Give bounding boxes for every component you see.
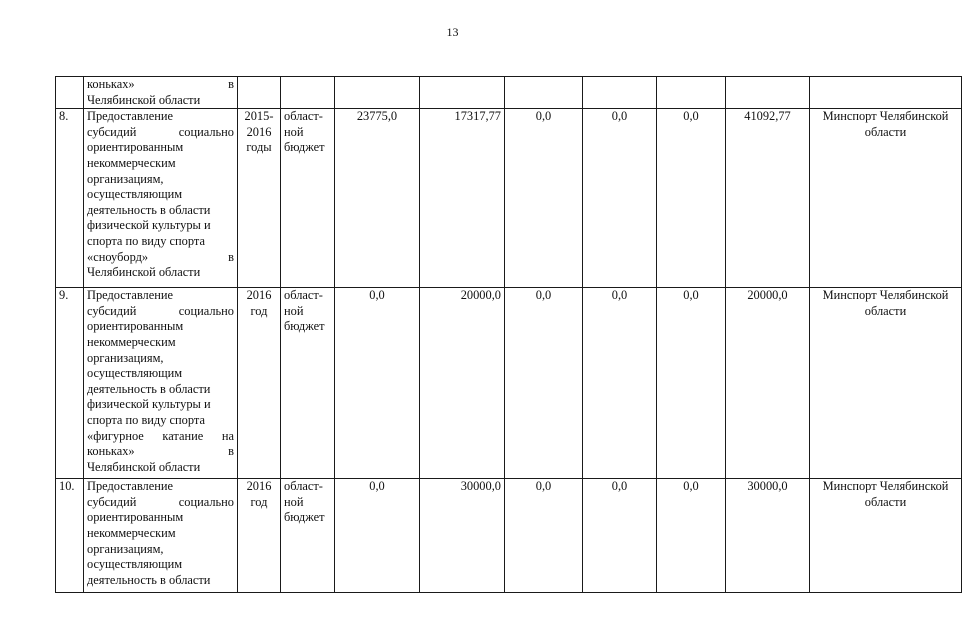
value-cell: 0,0 (657, 109, 726, 288)
value-cell: 23775,0 (335, 109, 420, 288)
years-cell: 2016 год (238, 479, 281, 593)
description-text: Челябинской области (87, 92, 201, 107)
value-cell: 0,0 (505, 288, 583, 479)
executor-cell (810, 77, 962, 109)
page-number: 13 (446, 25, 459, 39)
description-text: ориентированным (87, 140, 184, 155)
description-text: субсидий социально (87, 494, 234, 509)
value-cell: 0,0 (583, 288, 657, 479)
description-text: Предоставление (87, 109, 173, 124)
row-number-cell: 9. (56, 288, 84, 479)
description-cell (84, 77, 238, 109)
value-cell: 0,0 (657, 479, 726, 593)
total-cell (726, 77, 810, 109)
description-text: в (228, 77, 234, 91)
budget-table (55, 76, 962, 593)
total-cell: 30000,0 (726, 479, 810, 593)
years-cell: 2015-2016 годы (238, 109, 281, 288)
description-text: осуществляющим (87, 187, 183, 202)
value-cell: 0,0 (335, 288, 420, 479)
description-text: ориентированным (87, 510, 184, 525)
description-text: деятельность в области (87, 381, 211, 396)
description-text: организациям, (87, 541, 164, 556)
description-text: субсидий социально (87, 124, 234, 139)
description-text: Челябинской области (87, 265, 201, 280)
description-text: некоммерческим (87, 155, 176, 170)
description-text: коньках» в (87, 444, 234, 459)
value-cell (505, 77, 583, 109)
row-number-cell (56, 77, 84, 109)
description-text: осуществляющим (87, 366, 183, 381)
executor-cell: Минспорт Челябинской области (810, 109, 962, 288)
description-text: Предоставление (87, 479, 173, 494)
description-text: физической культуры и (87, 218, 211, 233)
table-row (56, 479, 962, 593)
years-cell (238, 77, 281, 109)
description-text: «сноуборд» в (87, 249, 234, 264)
years-cell: 2016 год (238, 288, 281, 479)
description-cell (84, 479, 238, 593)
row-number-cell: 8. (56, 109, 84, 288)
description-text: организациям, (87, 350, 164, 365)
value-cell: 0,0 (335, 479, 420, 593)
table-row-continuation (56, 77, 962, 109)
total-cell: 41092,77 (726, 109, 810, 288)
description-text: спорта по виду спорта (87, 233, 205, 248)
description-text: ориентированным (87, 319, 184, 334)
executor-cell: Минспорт Челябинской области (810, 479, 962, 593)
description-cell (84, 288, 238, 479)
description-text: физической культуры и (87, 397, 211, 412)
total-cell: 20000,0 (726, 288, 810, 479)
description-text: Челябинской области (87, 459, 201, 474)
value-cell (657, 77, 726, 109)
source-cell: област-ной бюджет (281, 109, 335, 288)
value-cell: 0,0 (583, 109, 657, 288)
description-text: некоммерческим (87, 334, 176, 349)
description-text: осуществляющим (87, 557, 183, 572)
value-cell: 30000,0 (420, 479, 505, 593)
description-text: деятельность в области (87, 572, 211, 587)
executor-cell: Минспорт Челябинской области (810, 288, 962, 479)
value-cell: 17317,77 (420, 109, 505, 288)
value-cell (583, 77, 657, 109)
source-cell (281, 77, 335, 109)
description-text: Предоставление (87, 288, 173, 303)
description-text: спорта по виду спорта (87, 412, 205, 427)
source-cell: област-ной бюджет (281, 288, 335, 479)
description-text: «фигурное катание на (87, 428, 234, 443)
table-row (56, 109, 962, 288)
value-cell (420, 77, 505, 109)
value-cell: 0,0 (505, 479, 583, 593)
source-cell: област-ной бюджет (281, 479, 335, 593)
value-cell (335, 77, 420, 109)
description-text: субсидий социально (87, 303, 234, 318)
description-text: организациям, (87, 171, 164, 186)
row-number-cell: 10. (56, 479, 84, 593)
description-text: коньках» (87, 77, 135, 91)
description-text: деятельность в области (87, 202, 211, 217)
table-row (56, 288, 962, 479)
value-cell: 0,0 (505, 109, 583, 288)
value-cell: 0,0 (583, 479, 657, 593)
description-cell (84, 109, 238, 288)
description-text: некоммерческим (87, 525, 176, 540)
value-cell: 20000,0 (420, 288, 505, 479)
value-cell: 0,0 (657, 288, 726, 479)
